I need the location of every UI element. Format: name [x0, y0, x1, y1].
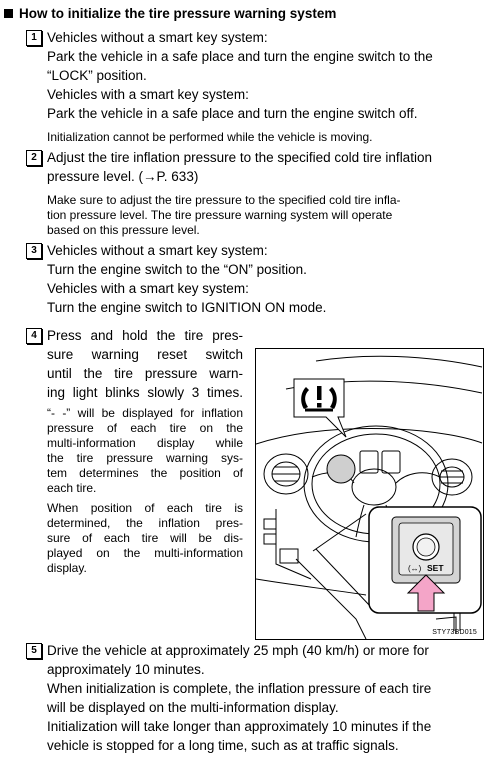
step-4-note-2: When position of each tire is determined, the inflation pres- sure of each tire will be dis- played on the multi-information display. [47, 501, 243, 575]
dashboard-illustration [255, 348, 484, 640]
step-number-5: 5 [26, 643, 42, 659]
step-1-text: Vehicles without a smart key system: Park the vehicle in a safe place and turn the engine switch to the “LOCK” position. Vehicles with a smart key system: Park the vehicle in a safe place and turn the engine switch off. [47, 30, 433, 121]
heading-square-icon [4, 9, 13, 18]
warning-symbol-label [314, 398, 315, 399]
step-number-2: 2 [26, 150, 42, 166]
figure-code: STY73BD015 [432, 629, 477, 636]
step-number-4: 4 [26, 328, 42, 344]
step-2-text: Adjust the tire inflation pressure to the specified cold tire inflation pressure level. (→P. 633) [47, 150, 432, 184]
reset-switch-icon [413, 534, 439, 560]
switch-arrows-icon: (↔) [408, 564, 422, 573]
step-2-note: Make sure to adjust the tire pressure to the specified cold tire infla- tion pressure level. The tire pressure warning system will operate based on this pressure level. [47, 193, 401, 237]
dashboard-drawing [256, 349, 483, 639]
step-4-text: Press and hold the tire pres- sure warning reset switch until the tire pressure warn- ing light blinks slowly 3 times. “- -” will be displayed for inflation pressure of each tire on the multi-information display while the tire pressure warning sys- tem determines the position of each tire. When position of each tire is determined, the inflation pres- sure of each tire will be dis- played on the multi-information display. [47, 328, 243, 575]
step-5-text: Drive the vehicle at approximately 25 mph (40 km/h) or more for approximately 10 minutes. When initialization is complete, the inflation pressure of each tire will be displayed on the multi-information display. Initialization will take longer than approximately 10 minutes if the vehicle is stopped for a long time, such as at traffic signals. [47, 643, 432, 753]
step-number-3: 3 [26, 243, 42, 259]
step-4-note-1: “- -” will be displayed for inflation pressure of each tire on the multi-information display while the tire pressure warning sys- tem determines the position of each tire. [47, 406, 243, 495]
step-3-text: Vehicles without a smart key system: Turn the engine switch to the “ON” position. Vehicles with a smart key system: Turn the engine switch to IGNITION ON mode. [47, 243, 327, 315]
switch-label: SET [427, 563, 444, 573]
step-number-1: 1 [26, 30, 42, 46]
step-1-note: Initialization cannot be performed while the vehicle is moving. [47, 130, 373, 144]
section-heading: How to initialize the tire pressure warning system [4, 6, 336, 22]
